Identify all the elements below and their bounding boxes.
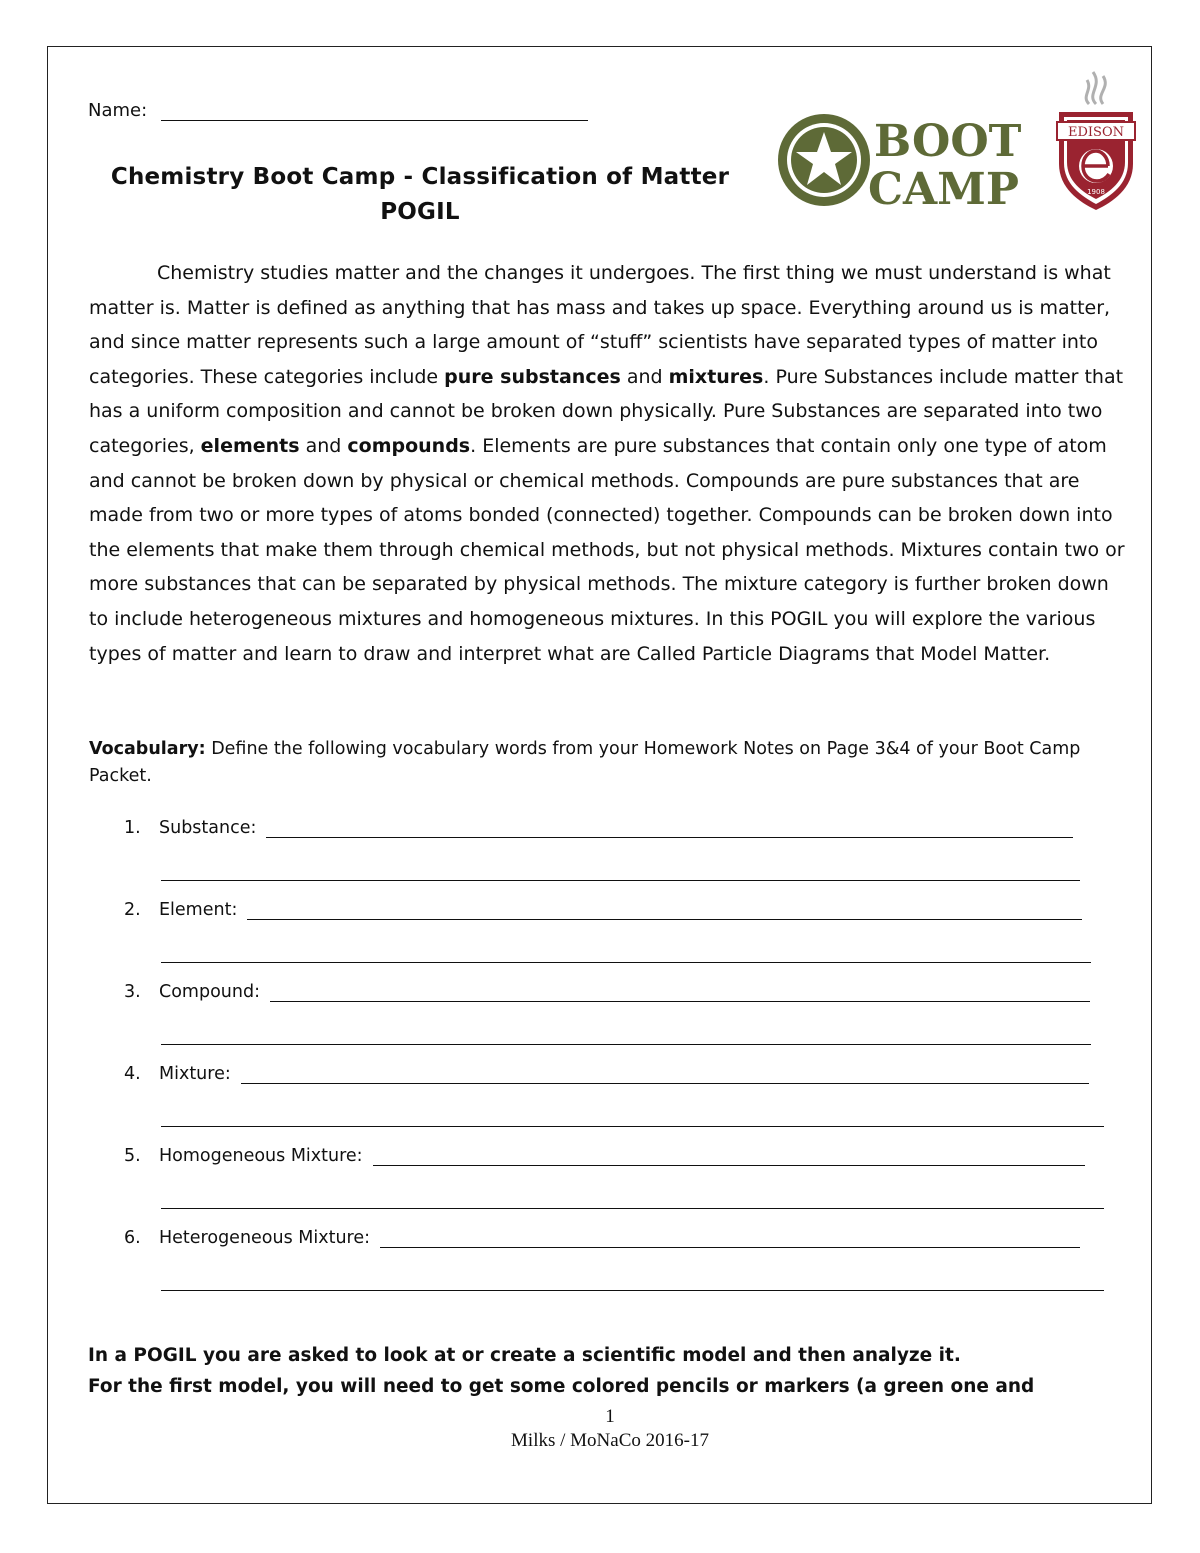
item-term: Heterogeneous Mixture: <box>159 1228 371 1248</box>
page-number: 1 <box>605 1406 615 1427</box>
star-badge-icon <box>778 114 870 206</box>
answer-line-continued[interactable] <box>161 1044 1091 1045</box>
answer-line[interactable] <box>380 1231 1080 1248</box>
item-number: 4. <box>124 1064 141 1084</box>
answer-line[interactable] <box>266 821 1073 838</box>
boot-text: BOOT <box>874 116 1022 167</box>
item-number: 1. <box>124 818 141 838</box>
edison-name: EDISON <box>1068 125 1124 140</box>
model-instructions <box>88 1340 1128 1402</box>
vocab-item-homogeneous-mixture <box>124 1146 1085 1166</box>
instructions-line-2: For the first model, you will need to get some colored pencils or markers (a green one and <box>88 1376 1035 1397</box>
vocab-item-heterogeneous-mixture <box>124 1228 1080 1248</box>
answer-line-continued[interactable] <box>161 1126 1104 1127</box>
item-number: 2. <box>124 900 141 920</box>
title-line-1: Chemistry Boot Camp - Classification of Matter <box>110 164 730 190</box>
vocab-item-element <box>124 900 1082 920</box>
edison-year: 1908 <box>1087 188 1105 196</box>
vocab-item-substance <box>124 818 1073 838</box>
item-number: 3. <box>124 982 141 1002</box>
item-term: Substance: <box>159 818 257 838</box>
footer-credit: Milks / MoNaCo 2016-17 <box>511 1430 709 1451</box>
e-emblem-icon <box>1079 149 1113 183</box>
answer-line-continued[interactable] <box>161 1208 1104 1209</box>
item-term: Compound: <box>159 982 260 1002</box>
term-pure-substances: pure substances <box>444 365 621 388</box>
item-term: Mixture: <box>159 1064 231 1084</box>
camp-text: CAMP <box>868 164 1019 215</box>
answer-line-continued[interactable] <box>161 962 1091 963</box>
item-number: 6. <box>124 1228 141 1248</box>
item-number: 5. <box>124 1146 141 1166</box>
instructions-line-1: In a POGIL you are asked to look at or create a scientific model and then analyze it. <box>88 1345 961 1366</box>
vocabulary-instructions: Vocabulary: Define the following vocabulary words from your Homework Notes on Page 3&4 of your Boot Camp Packet. <box>89 739 1081 786</box>
page-footer <box>400 1405 820 1453</box>
vocab-item-compound <box>124 982 1090 1002</box>
edison-logo <box>1053 64 1139 214</box>
page-title <box>95 160 745 230</box>
answer-line-continued[interactable] <box>161 1290 1104 1291</box>
item-term: Homogeneous Mixture: <box>159 1146 363 1166</box>
answer-line-continued[interactable] <box>161 880 1080 881</box>
vocab-item-mixture <box>124 1064 1089 1084</box>
item-term: Element: <box>159 900 238 920</box>
name-row <box>88 100 588 121</box>
answer-line[interactable] <box>241 1067 1089 1084</box>
name-field-line[interactable] <box>161 102 588 121</box>
answer-line[interactable] <box>270 985 1090 1002</box>
intro-paragraph: Chemistry studies matter and the changes it undergoes. The first thing we must understand is what matter is. Matter is defined as anything that has mass and takes up space. Everything around us is matter, and since matter represents such a large amount of “stuff” scientists have separated types of matter into categories. These categories include pure substances and mixtures. Pure Substances include matter that has a uniform composition and cannot be broken down physically. Pure Substances are separated into two categories, elements and compounds. Elements are pure substances that contain only one type of atom and cannot be broken down by physical or chemical methods. Compounds are pure substances that are made from two or more types of atoms bonded (connected) together. Compounds can be broken down into the elements that make them through chemical methods, but not physical methods. Mixtures contain two or more substances that can be separated by physical methods. The mixture category is further broken down to include heterogeneous mixtures and homogeneous mixtures. In this POGIL you will explore the various types of matter and learn to draw and interpret what are Called Particle Diagrams that Model Matter. <box>89 262 1125 665</box>
answer-line[interactable] <box>373 1149 1085 1166</box>
term-compounds: compounds <box>347 434 471 457</box>
term-elements: elements <box>200 434 300 457</box>
boot-camp-logo <box>776 104 1028 216</box>
vocabulary-label: Vocabulary: <box>89 739 206 759</box>
term-mixtures: mixtures <box>668 365 764 388</box>
answer-line[interactable] <box>247 903 1082 920</box>
flame-icon <box>1086 72 1105 104</box>
title-line-2: POGIL <box>380 199 460 225</box>
name-label: Name: <box>88 100 148 121</box>
